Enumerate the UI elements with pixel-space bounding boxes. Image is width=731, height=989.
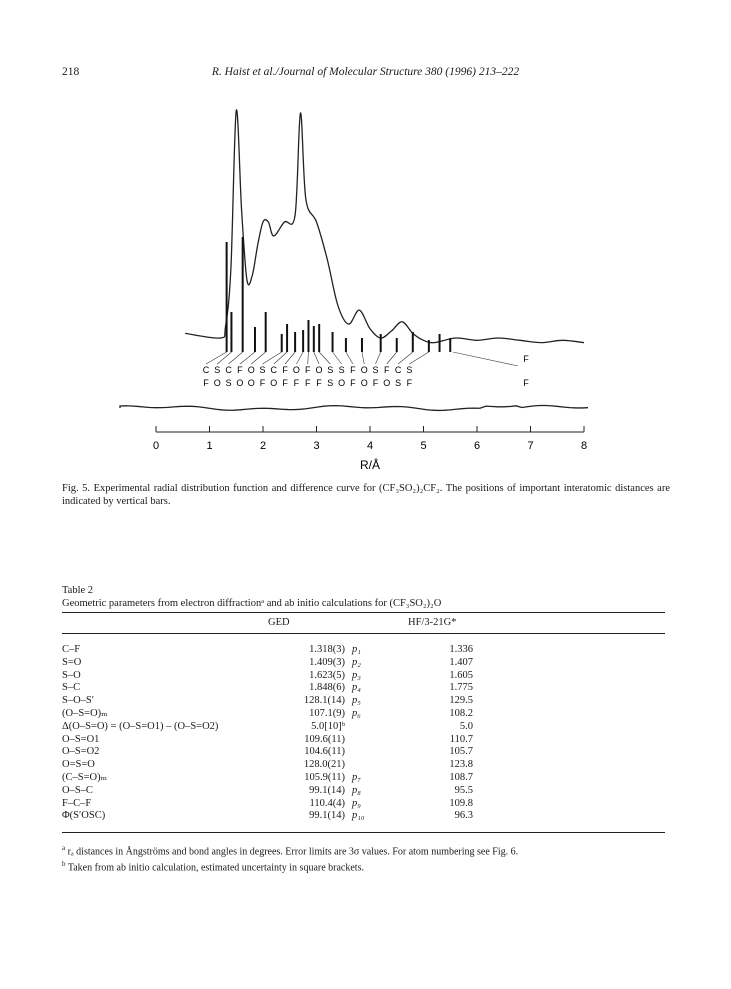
- footnote-a-mark: a: [62, 844, 66, 852]
- symbol-cell: p₅: [352, 695, 361, 707]
- label-leader: [263, 352, 282, 364]
- atom-label-top: F: [237, 365, 243, 375]
- hf-cell: 108.2: [449, 707, 473, 719]
- label-leader: [333, 352, 342, 364]
- label-leader: [376, 352, 381, 364]
- table-bottom-rule: [62, 832, 665, 833]
- atom-label-bottom: O: [383, 378, 391, 388]
- table-row: [62, 772, 665, 785]
- atom-label-top: C: [270, 365, 278, 375]
- table-row: [62, 798, 665, 811]
- table-caption: Geometric parameters from electron diffractionᵃ and ab initio calculations for (CF₃SO₂)₂O: [62, 598, 442, 609]
- atom-label-top: C: [394, 365, 402, 375]
- label-leader: [240, 352, 255, 364]
- param-cell: F–C–F: [62, 797, 92, 809]
- hf-cell: 110.7: [449, 733, 473, 745]
- x-tick-label: 4: [366, 440, 374, 452]
- table-row: [62, 810, 665, 823]
- ged-cell: 1.623(5): [309, 669, 345, 681]
- ged-cell: 1.409(3): [309, 656, 345, 668]
- param-cell: O–S=O1: [62, 733, 100, 745]
- x-axis-group: [153, 426, 587, 472]
- symbol-cell: p₁₀: [352, 810, 365, 822]
- atom-label-bottom: F: [406, 378, 413, 388]
- atom-label-bottom: F: [316, 378, 322, 388]
- atom-label-bottom: O: [247, 378, 255, 388]
- ged-cell: 1.318(3): [309, 644, 345, 655]
- ged-cell: 99.1(14): [309, 810, 345, 822]
- atom-label-top: S: [327, 365, 334, 375]
- param-cell: C–F: [62, 644, 81, 655]
- ged-cell: 105.9(11): [304, 771, 345, 783]
- atom-label-bottom: S: [395, 378, 402, 388]
- label-leader: [206, 352, 227, 364]
- symbol-cell: p₇: [352, 771, 361, 783]
- distance-bars-group: [227, 237, 451, 352]
- label-leader: [362, 352, 364, 364]
- hf-cell: 1.775: [449, 682, 473, 694]
- label-leader: [229, 352, 243, 364]
- atom-label-top: S: [259, 365, 266, 375]
- atom-label-top: O: [315, 365, 323, 375]
- ged-cell: 107.1(9): [309, 707, 345, 719]
- footnote-b-mark: b: [62, 860, 66, 869]
- table-row: [62, 670, 665, 683]
- table-footnotes: [62, 842, 670, 875]
- atom-label-bottom: S: [225, 378, 232, 388]
- atom-label-bottom: F: [350, 378, 356, 388]
- atom-label-bottom: O: [213, 378, 221, 388]
- param-cell: O–S=O2: [62, 746, 100, 758]
- ged-cell: 109.6(11): [304, 733, 345, 745]
- table-row: [62, 746, 665, 759]
- symbol-cell: p₁: [352, 644, 361, 655]
- table-header-rule: [62, 633, 665, 634]
- table-row: [62, 708, 665, 721]
- table-row: [62, 657, 665, 670]
- param-cell: (O–S=O)ₘ: [62, 707, 108, 719]
- atom-label-top: C: [225, 365, 232, 375]
- atom-label-bottom: F: [259, 378, 266, 388]
- x-tick-label: 2: [259, 440, 267, 452]
- atom-label-bottom: F: [523, 378, 529, 388]
- atom-label-bottom: F: [372, 378, 379, 388]
- atom-label-bottom: F: [304, 378, 311, 388]
- hf-cell: 123.8: [449, 759, 473, 771]
- col-header-ged: GED: [268, 617, 290, 628]
- label-leader: [251, 352, 265, 364]
- ged-cell: 99.1(14): [309, 784, 345, 796]
- footnote-b: [62, 858, 670, 874]
- running-head: R. Haist et al./Journal of Molecular Structure 380 (1996) 213–222: [211, 66, 520, 78]
- label-leader: [217, 352, 231, 364]
- param-cell: O=S=O: [62, 759, 95, 771]
- x-tick-label: 8: [580, 440, 588, 452]
- param-cell: Φ(S′OSC): [62, 810, 106, 822]
- atom-label-bottom: O: [270, 378, 278, 388]
- symbol-cell: p₆: [352, 707, 361, 719]
- atom-label-bottom: F: [282, 378, 288, 388]
- hf-cell: 5.0: [459, 720, 473, 732]
- symbol-cell: p₃: [352, 669, 361, 681]
- x-tick-label: 5: [420, 440, 427, 452]
- atom-label-top: F: [523, 354, 529, 364]
- table-row: [62, 785, 665, 798]
- ged-cell: 128.0(21): [303, 759, 345, 771]
- param-cell: S–O–S′: [62, 695, 95, 707]
- atom-label-bottom: O: [360, 378, 368, 388]
- x-tick-label: 7: [527, 440, 534, 452]
- atom-label-top: F: [304, 365, 311, 375]
- label-leader: [346, 352, 353, 364]
- symbol-cell: p₈: [352, 784, 361, 796]
- param-cell: O–S–C: [62, 784, 93, 796]
- atom-label-top: F: [384, 365, 390, 375]
- table-row: [62, 644, 665, 657]
- atom-label-bottom: F: [293, 378, 300, 388]
- ged-cell: 110.4(4): [309, 797, 345, 809]
- param-cell: S–C: [62, 682, 81, 694]
- x-tick-label: 0: [152, 440, 160, 452]
- ged-cell: 1.848(6): [309, 682, 345, 694]
- hf-cell: 95.5: [454, 784, 473, 796]
- radial-distribution-figure: [0, 0, 731, 480]
- table-row: [62, 695, 665, 708]
- label-leader: [398, 352, 413, 364]
- x-axis-label: R/Å: [359, 458, 381, 472]
- hf-cell: 108.7: [449, 771, 473, 783]
- label-leader: [308, 352, 309, 364]
- atom-label-bottom: O: [338, 378, 346, 388]
- table-body: [62, 644, 665, 823]
- hf-cell: 1.407: [449, 656, 473, 668]
- ged-cell: 5.0[10]ᵇ: [311, 720, 345, 732]
- label-leader: [387, 352, 397, 364]
- atom-label-top: S: [372, 365, 379, 375]
- rdf-curve-group: [185, 110, 584, 343]
- label-leader: [296, 352, 303, 364]
- param-cell: Δ(O–S=O) = (O–S=O1) – (O–S=O2): [62, 720, 219, 732]
- symbol-cell: p₄: [352, 682, 361, 694]
- param-cell: (C–S=O)ₘ: [62, 771, 108, 783]
- param-cell: S=O: [62, 656, 82, 668]
- hf-cell: 1.336: [449, 644, 473, 655]
- footnote-a-text: rₐ distances in Ångströms and bond angles in degrees. Error limits are 3σ values. For atom numbering see Fig. 6.: [67, 846, 519, 858]
- hf-cell: 105.7: [449, 746, 473, 758]
- label-leader: [274, 352, 287, 364]
- atom-label-top: F: [350, 365, 356, 375]
- distance-labels-group: [203, 352, 530, 388]
- label-leader: [319, 352, 330, 364]
- atom-label-bottom: S: [327, 378, 334, 388]
- atom-label-top: S: [406, 365, 413, 375]
- atom-label-top: O: [360, 365, 368, 375]
- ged-cell: 128.1(14): [303, 695, 345, 707]
- hf-cell: 96.3: [454, 810, 473, 822]
- atom-label-top: S: [214, 365, 221, 375]
- difference-curve-group: [120, 406, 588, 411]
- symbol-cell: p₉: [352, 797, 361, 809]
- atom-label-bottom: O: [236, 378, 244, 388]
- label-leader: [314, 352, 319, 364]
- label-leader: [285, 352, 295, 364]
- rdf-curve: [185, 110, 584, 343]
- param-cell: S–O: [62, 669, 81, 681]
- ged-cell: 104.6(11): [304, 746, 345, 758]
- atom-label-top: S: [338, 365, 345, 375]
- table-row: [62, 682, 665, 695]
- difference-curve: [120, 406, 588, 411]
- x-tick-label: 6: [473, 440, 481, 452]
- symbol-cell: p₂: [352, 656, 361, 668]
- atom-label-top: O: [292, 365, 300, 375]
- table-row: [62, 759, 665, 772]
- x-tick-label: 1: [206, 440, 213, 452]
- table-top-rule: [62, 612, 665, 613]
- label-leader: [409, 352, 428, 364]
- hf-cell: 1.605: [449, 669, 473, 681]
- table-title: Table 2: [62, 585, 94, 596]
- page-number: 218: [62, 66, 80, 78]
- atom-label-top: O: [247, 365, 255, 375]
- hf-cell: 109.8: [449, 797, 473, 809]
- x-tick-label: 3: [313, 440, 320, 452]
- label-leader: [453, 352, 518, 366]
- col-header-hf: HF/3-21G*: [408, 617, 457, 628]
- table-row: [62, 721, 665, 734]
- footnote-b-text: Taken from ab initio calculation, estimated uncertainty in square brackets.: [67, 862, 364, 874]
- hf-cell: 129.5: [449, 695, 473, 707]
- table-row: [62, 734, 665, 747]
- figure-caption: Fig. 5. Experimental radial distribution function and difference curve for (CF₃SO₂)₂CF₂. The positions of important interatomic distances are indicated by vertical bars.: [62, 483, 670, 507]
- footnote-a: [62, 842, 670, 858]
- atom-label-top: C: [202, 365, 210, 375]
- atom-label-top: F: [282, 365, 288, 375]
- atom-label-bottom: F: [203, 378, 209, 388]
